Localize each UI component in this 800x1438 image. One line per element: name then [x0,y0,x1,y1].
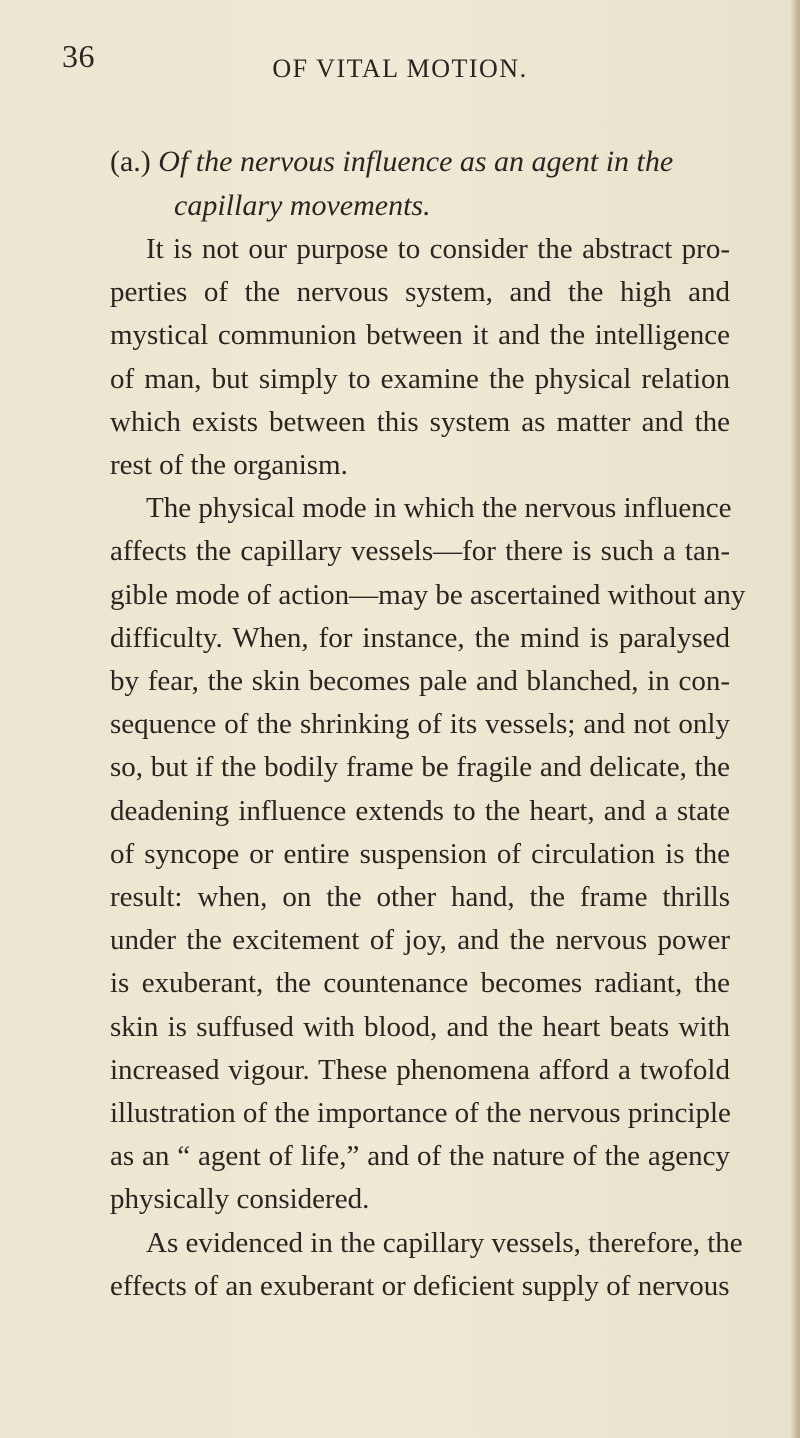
text-line: physically considered. [110,1183,370,1216]
text-line: deadening influence extends to the heart, and a state [110,794,730,827]
page-edge-shadow [790,0,800,1438]
text-line: The physical mode in which the nervous influence [146,492,732,525]
text-line: of man, but simply to examine the physical relation [110,362,730,395]
section-title-line-1: Of the nervous influence as an agent in the [158,145,674,178]
text-line: so, but if the bodily frame be fragile and delicate, the [110,751,730,784]
text-line: which exists between this system as matter and the [110,405,730,438]
text-line: as an “ agent of life,” and of the nature of the agency [110,1140,730,1173]
text-line: It is not our purpose to consider the abstract pro- [146,233,730,265]
text-line: perties of the nervous system, and the high and [110,276,730,309]
section-heading [110,140,760,228]
text-line: skin is suffused with blood, and the heart beats with [110,1010,730,1043]
text-line: is exuberant, the countenance becomes radiant, the [110,967,730,1000]
text-line: gible mode of action—may be ascertained without any [110,578,746,611]
section-label: (a.) [110,145,151,178]
page-number: 36 [62,38,95,74]
text-line: of syncope or entire suspension of circulation is the [110,837,730,870]
text-line: rest of the organism. [110,449,348,482]
text-line: effects of an exuberant or deficient supply of nervous [110,1269,730,1302]
text-line: increased vigour. These phenomena afford a twofold [110,1053,730,1086]
text-line: result: when, on the other hand, the frame thrills [110,881,730,914]
section-title-line-2: capillary movements. [174,189,431,222]
text-line: by fear, the skin becomes pale and blanched, in con- [110,665,730,698]
text-line: sequence of the shrinking of its vessels; and not only [110,708,730,741]
text-line: difficulty. When, for instance, the mind is paralysed [110,621,730,654]
running-head: OF VITAL MOTION. [272,54,528,83]
body-text [110,228,746,1308]
text-line: mystical communion between it and the intelligence [110,319,730,352]
text-line: affects the capillary vessels—for there is such a tan- [110,535,730,568]
text-line: illustration of the importance of the nervous principle [110,1097,731,1130]
text-line: As evidenced in the capillary vessels, therefore, the [146,1226,743,1259]
text-line: under the excitement of joy, and the nervous power [110,924,730,957]
